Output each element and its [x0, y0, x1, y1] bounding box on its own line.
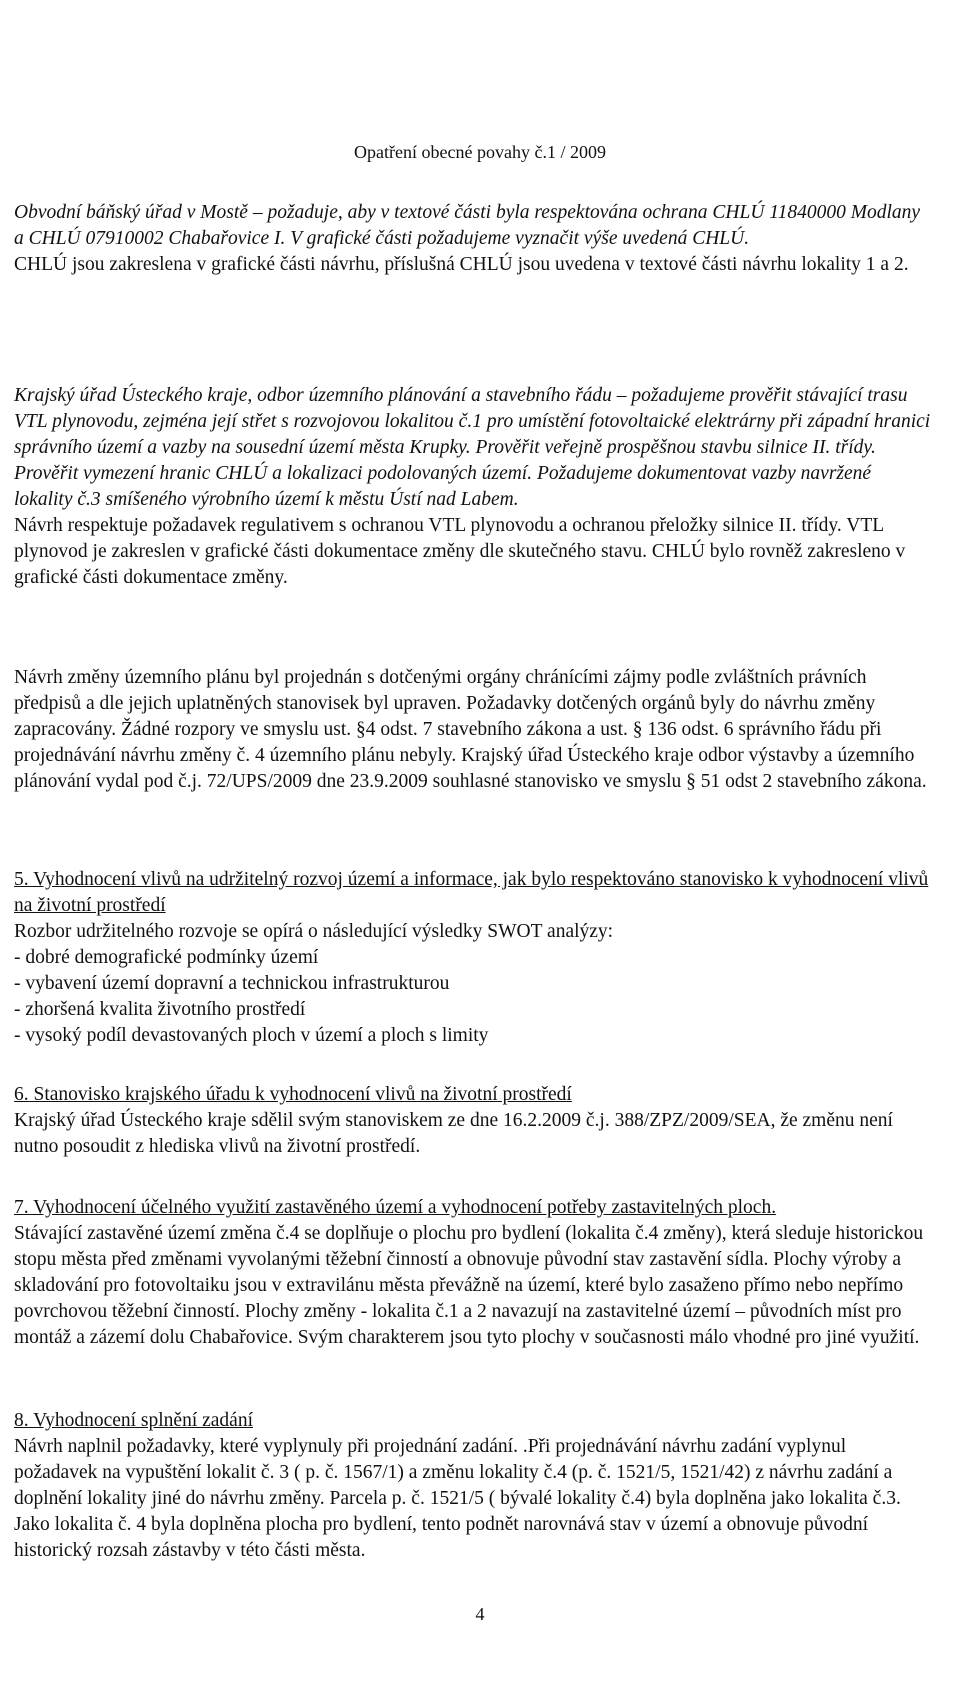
- section-8: [14, 1408, 934, 1564]
- list-item: - vybavení území dopravní a technickou infrastrukturou: [14, 973, 450, 994]
- document-header: Opatření obecné povahy č.1 / 2009: [354, 142, 606, 162]
- requirement-text: Obvodní báňský úřad v Mostě – požaduje, aby v textové části byla respektována ochrana CHLÚ 11840000 Modlany a CHLÚ 07910002 Chabařovice I. V grafické části požadujeme vyznačit výše uvedená CHLÚ.: [14, 202, 921, 249]
- section-heading: 5. Vyhodnocení vlivů na udržitelný rozvoj území a informace, jak bylo respektováno stanovisko k vyhodnocení vlivů na životní prostředí: [14, 869, 929, 916]
- list-item: - dobré demografické podmínky území: [14, 947, 319, 968]
- section-heading: 7. Vyhodnocení účelného využití zastavěného území a vyhodnocení potřeby zastavitelných ploch.: [14, 1197, 777, 1218]
- page-number: 4: [475, 1604, 485, 1624]
- body-text: Rozbor udržitelného rozvoje se opírá o následující výsledky SWOT analýzy:: [14, 921, 614, 942]
- section-5: [14, 867, 934, 1049]
- section-heading: 6. Stanovisko krajského úřadu k vyhodnocení vlivů na životní prostředí: [14, 1084, 572, 1105]
- list-item: - zhoršená kvalita životního prostředí: [14, 999, 306, 1020]
- body-text: Krajský úřad Ústeckého kraje sdělil svým stanoviskem ze dne 16.2.2009 č.j. 388/ZPZ/2009/SEA, že změnu není nutno posoudit z hlediska vlivů na životní prostředí.: [14, 1110, 893, 1157]
- response-text: Návrh respektuje požadavek regulativem s ochranou VTL plynovodu a ochranou přeložky silnice II. třídy. VTL plynovod je zakreslen v grafické části dokumentace změny dle skutečného stavu. CHLÚ bylo rovněž zakresleno v grafické části dokumentace změny.: [14, 515, 906, 588]
- section-heading: 8. Vyhodnocení splnění zadání: [14, 1410, 254, 1431]
- paragraph-banky-urad: [14, 200, 934, 278]
- body-text: Jako lokalita č. 4 byla doplněna plocha pro bydlení, tento podnět narovnává stav v území a obnovuje původní historický rozsah zástavby v této části města.: [14, 1514, 868, 1561]
- response-text: CHLÚ jsou zakreslena v grafické části návrhu, příslušná CHLÚ jsou uvedena v textové části návrhu lokality 1 a 2.: [14, 254, 909, 275]
- body-text: Stávající zastavěné území změna č.4 se doplňuje o plochu pro bydlení (lokalita č.4 změny), která sleduje historickou stopu města před změnami vyvolanými těžební činností a obnovuje původní stav zastavění sídla. Plochy výroby a skladování pro fotovoltaiku jsou v extravilánu města převážně na území, které bylo zasaženo přímo nebo nepřímo povrchovou těžební činností. Plochy změny - lokalita č.1 a 2 navazují na zastavitelné území – původních míst pro montáž a zázemí dolu Chabařovice. Svým charakterem jsou tyto plochy v současnosti málo vhodné pro jiné využití.: [14, 1223, 924, 1348]
- body-text: Návrh naplnil požadavky, které vyplynuly při projednání zadání. .Při projednávání návrhu zadání vyplynul požadavek na vypuštění lokalit č. 3 ( p. č. 1567/1) a změnu lokality č.4 (p. č. 1521/5, 1521/42) z návrhu zadání a doplnění lokality jiné do návrhu změny. Parcela p. č. 1521/5 ( bývalé lokality č.4) byla doplněna jako lokalita č.3.: [14, 1436, 901, 1509]
- paragraph-krajsky-urad: [14, 383, 934, 591]
- paragraph-projednani: [14, 665, 934, 795]
- list-item: - vysoký podíl devastovaných ploch v území a ploch s limity: [14, 1025, 489, 1046]
- section-7: [14, 1195, 934, 1351]
- body-text: Návrh změny územního plánu byl projednán s dotčenými orgány chránícími zájmy podle zvláštních právních předpisů a dle jejich uplatněných stanovisek byl upraven. Požadavky dotčených orgánů byly do návrhu změny zapracovány. Žádné rozpory ve smyslu ust. §4 odst. 7 stavebního zákona a ust. § 136 odst. 6 správního řádu při projednávání návrhu změny č. 4 územního plánu nebyly. Krajský úřad Ústeckého kraje odbor výstavby a územního plánování vydal pod č.j. 72/UPS/2009 dne 23.9.2009 souhlasné stanovisko ve smyslu § 51 odst 2 stavebního zákona.: [14, 667, 927, 792]
- section-6: [14, 1082, 934, 1160]
- requirement-text: Krajský úřad Ústeckého kraje, odbor územního plánování a stavebního řádu – požadujeme prověřit stávající trasu VTL plynovodu, zejména její střet s rozvojovou lokalitou č.1 pro umístění fotovoltaické elektrárny při západní hranici správního území a vazby na sousední území města Krupky. Prověřit veřejně prospěšnou stavbu silnice II. třídy. Prověřit vymezení hranic CHLÚ a lokalizaci podolovaných území. Požadujeme dokumentovat vazby navržené lokality č.3 smíšeného výrobního území k městu Ústí nad Labem.: [14, 385, 931, 510]
